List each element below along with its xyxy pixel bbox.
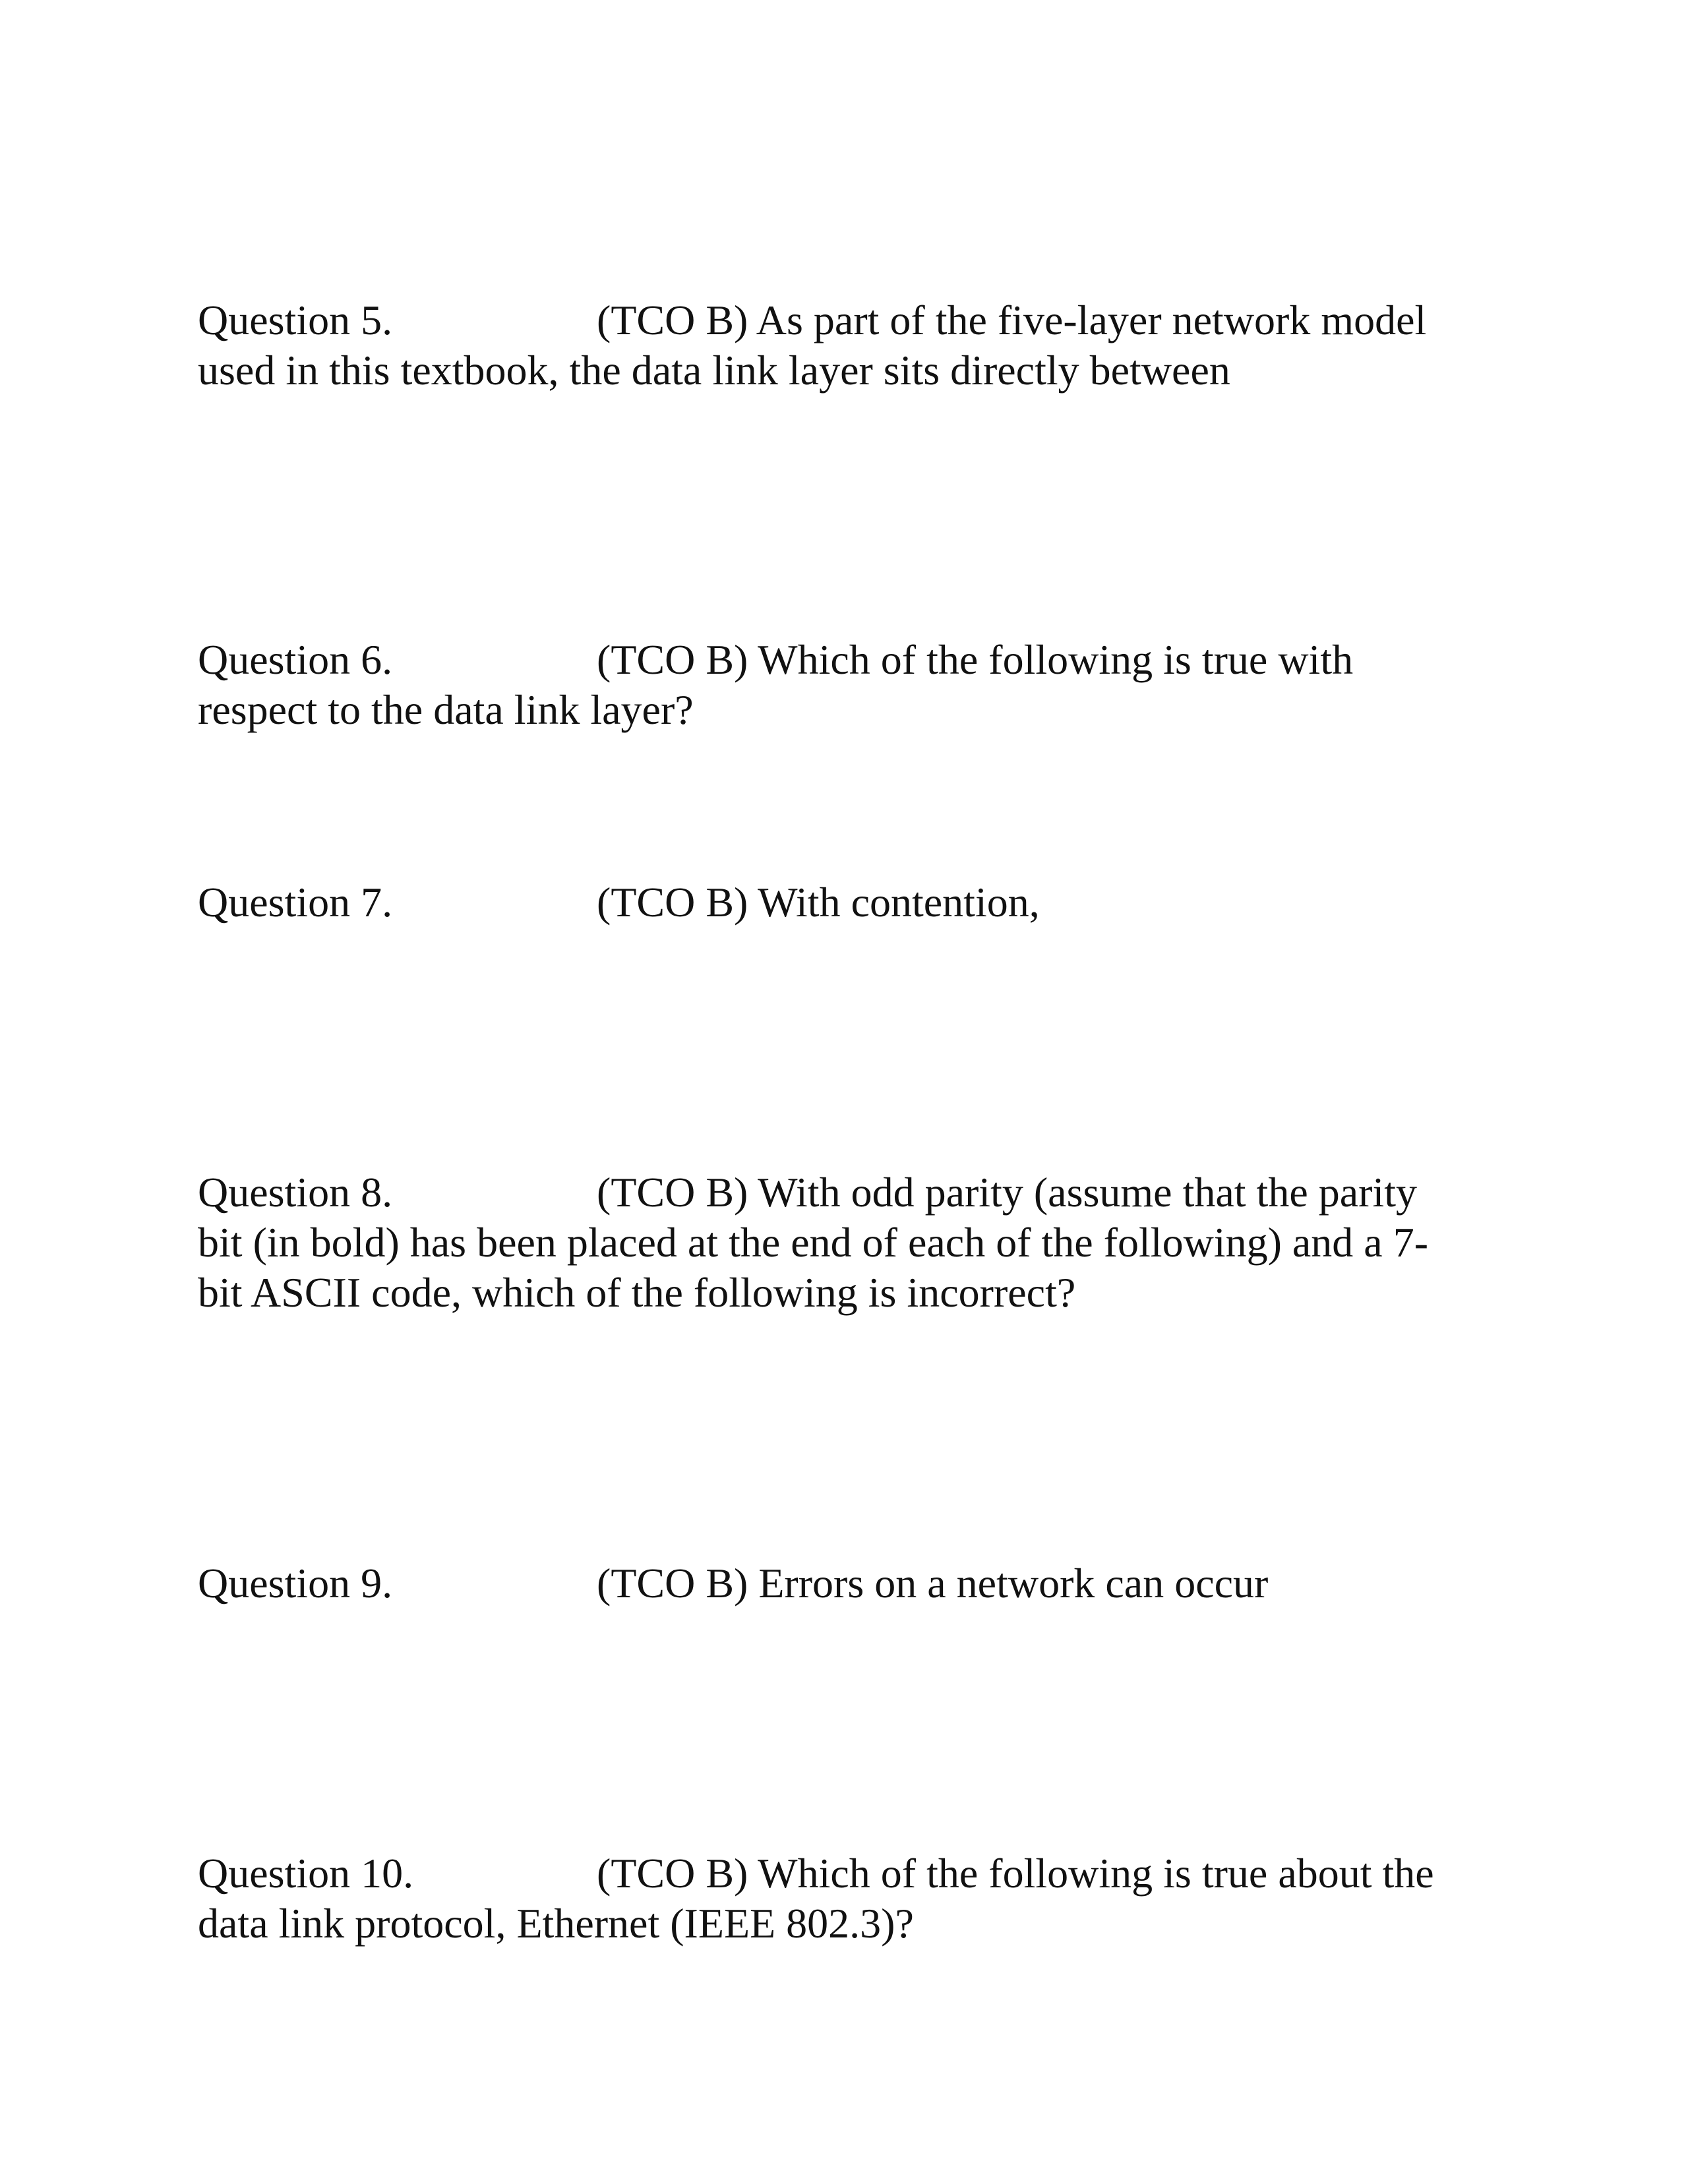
question-text-line: (TCO B) Which of the following is true about the (597, 1850, 1434, 1897)
question-10 (198, 1848, 1517, 1949)
question-first-line (198, 1558, 1517, 1608)
question-first-line (198, 1848, 1517, 1899)
question-text-line: data link protocol, Ethernet (IEEE 802.3)? (198, 1900, 914, 1947)
question-text-line: bit ASCII code, which of the following is incorrect? (198, 1269, 1076, 1316)
question-text-line: (TCO B) With odd parity (assume that the parity (597, 1169, 1417, 1216)
question-text-line: bit (in bold) has been placed at the end of each of the following) and a 7- (198, 1219, 1428, 1266)
question-number: Question 6. (198, 636, 393, 683)
question-text-line: (TCO B) As part of the five-layer network model (597, 297, 1427, 343)
question-8 (198, 1167, 1517, 1318)
question-number: Question 9. (198, 1560, 393, 1607)
question-text-line: (TCO B) Which of the following is true with (597, 636, 1354, 683)
question-text-line: (TCO B) With contention, (597, 879, 1040, 926)
question-9 (198, 1558, 1517, 1608)
question-text-line: (TCO B) Errors on a network can occur (597, 1560, 1269, 1607)
question-text-line: respect to the data link layer? (198, 686, 694, 733)
question-first-line (198, 295, 1517, 345)
question-first-line (198, 877, 1517, 928)
question-number: Question 10. (198, 1850, 414, 1897)
question-text-line: used in this textbook, the data link layer sits directly between (198, 347, 1230, 394)
question-5 (198, 295, 1517, 396)
question-number: Question 5. (198, 297, 393, 343)
question-first-line (198, 1167, 1517, 1218)
question-first-line (198, 635, 1517, 685)
question-7 (198, 877, 1517, 928)
question-number: Question 8. (198, 1169, 393, 1216)
question-number: Question 7. (198, 879, 393, 926)
question-6 (198, 635, 1517, 735)
